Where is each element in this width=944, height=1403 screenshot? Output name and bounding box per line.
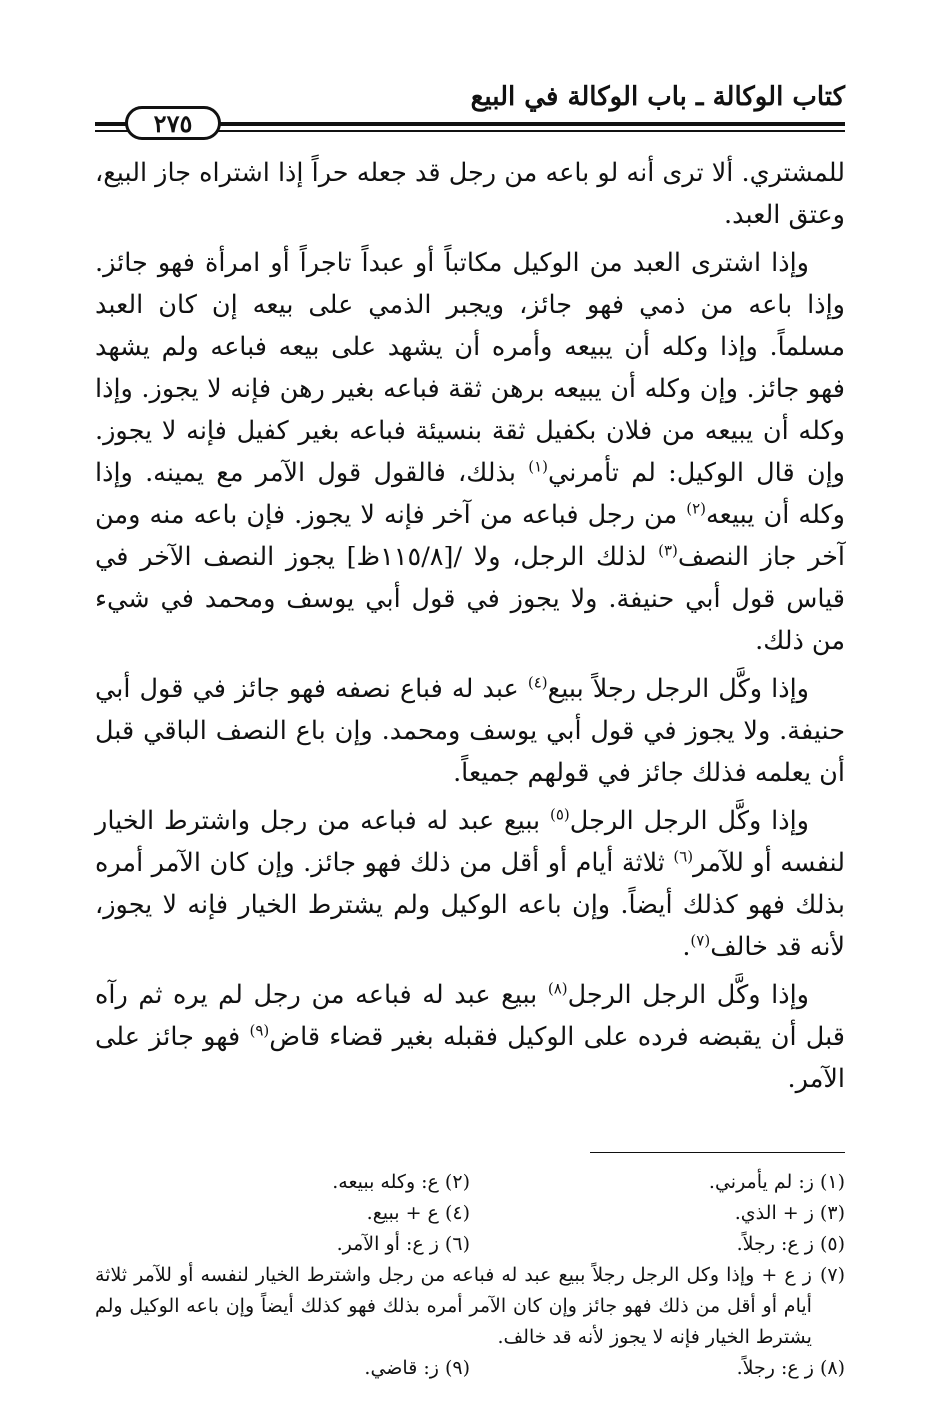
paragraph-2-text-b: بذلك، فالقول قول الآمر مع يمينه. وإذا وكله أن يبيعه bbox=[95, 458, 845, 530]
paragraph-5-text-a: وإذا وكَّل الرجل الرجل bbox=[567, 980, 809, 1010]
paragraph-3 bbox=[95, 668, 845, 794]
footnote-3: (٣) ز + الذي. bbox=[734, 1202, 845, 1224]
footnote-6: (٦) ز ع: أو الآمر. bbox=[336, 1233, 470, 1255]
page-header bbox=[95, 60, 845, 138]
paragraph-3-text-a: وإذا وكَّل الرجل رجلاً ببيع bbox=[547, 674, 809, 704]
footnote-ref-4: (٤) bbox=[527, 673, 548, 692]
footnote-ref-3: (٣) bbox=[658, 541, 678, 560]
paragraph-2 bbox=[95, 242, 845, 662]
footnote-ref-9: (٩) bbox=[249, 1021, 270, 1040]
footnote-ref-6: (٦) bbox=[673, 847, 694, 866]
paragraph-5-text-b: ببيع عبد له فباعه من رجل لم يره ثم رآه قبل أن يقبضه فرده على الوكيل فقبله بغير قضاء قاض bbox=[95, 980, 845, 1052]
paragraph-4-text-c: ثلاثة أيام أو أقل من ذلك فهو جائز. وإن كان الآمر أمره بذلك فهو كذلك أيضاً. وإن باعه الوكيل ولم يشترط الخيار فإنه لا يجوز، لأنه قد خالف bbox=[95, 848, 845, 962]
footnote-7 bbox=[95, 1260, 845, 1353]
footnotes bbox=[95, 1167, 845, 1384]
footnote-row bbox=[95, 1229, 845, 1260]
paragraph-2-text-d: لذلك الرجل، ولا /[١١٥/٨ظ] يجوز النصف الآخر في قياس قول أبي حنيفة. ولا يجوز في قول أبي يوسف ومحمد في شيء من ذلك. bbox=[95, 542, 845, 656]
footnote-ref-1: (١) bbox=[528, 457, 549, 476]
footnote-9: (٩) ز: قاضي. bbox=[364, 1357, 470, 1379]
footnote-7-label: (٧) bbox=[819, 1264, 845, 1286]
paragraph-4 bbox=[95, 800, 845, 968]
paragraph-2-text-c: من رجل فباعه من آخر فإنه لا يجوز. فإن باعه منه ومن آخر جاز النصف bbox=[95, 500, 845, 572]
footnote-7-text: ز ع + وإذا وكل الرجل رجلاً ببيع عبد له فباعه من رجل واشترط الخيار لنفسه أو للآمر ثلاثة أيام أو أقل من ذلك فهو جائز وإن كان الآمر أمره بذلك فهو كذلك أيضاً وإن باعه الوكيل ولم يشترط الخيار فإنه لا يجوز لأنه قد خالف. bbox=[95, 1264, 812, 1348]
paragraph-1: للمشتري. ألا ترى أنه لو باعه من رجل قد جعله حراً إذا اشتراه جاز البيع، وعتق العبد. bbox=[95, 158, 845, 230]
paragraph-3-text-b: عبد له فباع نصفه فهو جائز في قول أبي حنيفة. ولا يجوز في قول أبي يوسف ومحمد. وإن باع النصف الباقي قبل أن يعلمه فذلك جائز في قولهم جميعاً. bbox=[95, 674, 845, 788]
paragraph-5 bbox=[95, 974, 845, 1100]
footnote-ref-2: (٢) bbox=[686, 499, 706, 518]
footnote-row bbox=[95, 1198, 845, 1229]
page-number: ٢٧٥ bbox=[125, 106, 221, 140]
footnote-ref-8: (٨) bbox=[547, 979, 568, 998]
footnote-row bbox=[95, 1353, 845, 1384]
footnote-ref-7: (٧) bbox=[690, 931, 711, 950]
footnote-8: (٨) ز ع: رجلاً. bbox=[736, 1357, 845, 1379]
paragraph-4-text-d: . bbox=[682, 932, 691, 962]
paragraph-2-text-a: وإذا اشترى العبد من الوكيل مكاتباً أو عبداً تاجراً أو امرأة فهو جائز. وإذا باعه من ذمي فهو جائز، ويجبر الذمي على بيعه إن كان العبد مسلماً. وإذا وكله أن يبيعه وأمره أن يشهد على بيعه فباعه ولم يشهد فهو جائز. وإن وكله أن يبيعه برهن ثقة فباعه بغير رهن فإنه لا يجوز. وإذا وكله أن يبيعه من فلان بكفيل ثقة بنسيئة فباعه بغير كفيل فإنه لا يجوز. وإن قال الوكيل: لم تأمرني bbox=[95, 248, 845, 488]
paragraph-5-text-c: فهو جائز على الآمر. bbox=[95, 1022, 845, 1094]
footnote-1: (١) ز: لم يأمرني. bbox=[708, 1171, 845, 1193]
footnote-row bbox=[95, 1167, 845, 1198]
footnote-divider bbox=[590, 1152, 845, 1153]
paragraph-4-text-b: ببيع عبد له فباعه من رجل واشترط الخيار لنفسه أو للآمر bbox=[95, 806, 845, 878]
main-text bbox=[95, 152, 845, 1100]
footnote-2: (٢) ع: وكله ببيعه. bbox=[332, 1171, 470, 1193]
paragraph-4-text-a: وإذا وكَّل الرجل الرجل bbox=[569, 806, 809, 836]
footnote-ref-5: (٥) bbox=[549, 805, 570, 824]
footnote-4: (٤) ع + ببيع. bbox=[366, 1202, 470, 1224]
book-page bbox=[95, 60, 845, 1384]
running-title: كتاب الوكالة ـ باب الوكالة في البيع bbox=[470, 82, 845, 112]
footnote-5: (٥) ز ع: رجلاً. bbox=[736, 1233, 845, 1255]
